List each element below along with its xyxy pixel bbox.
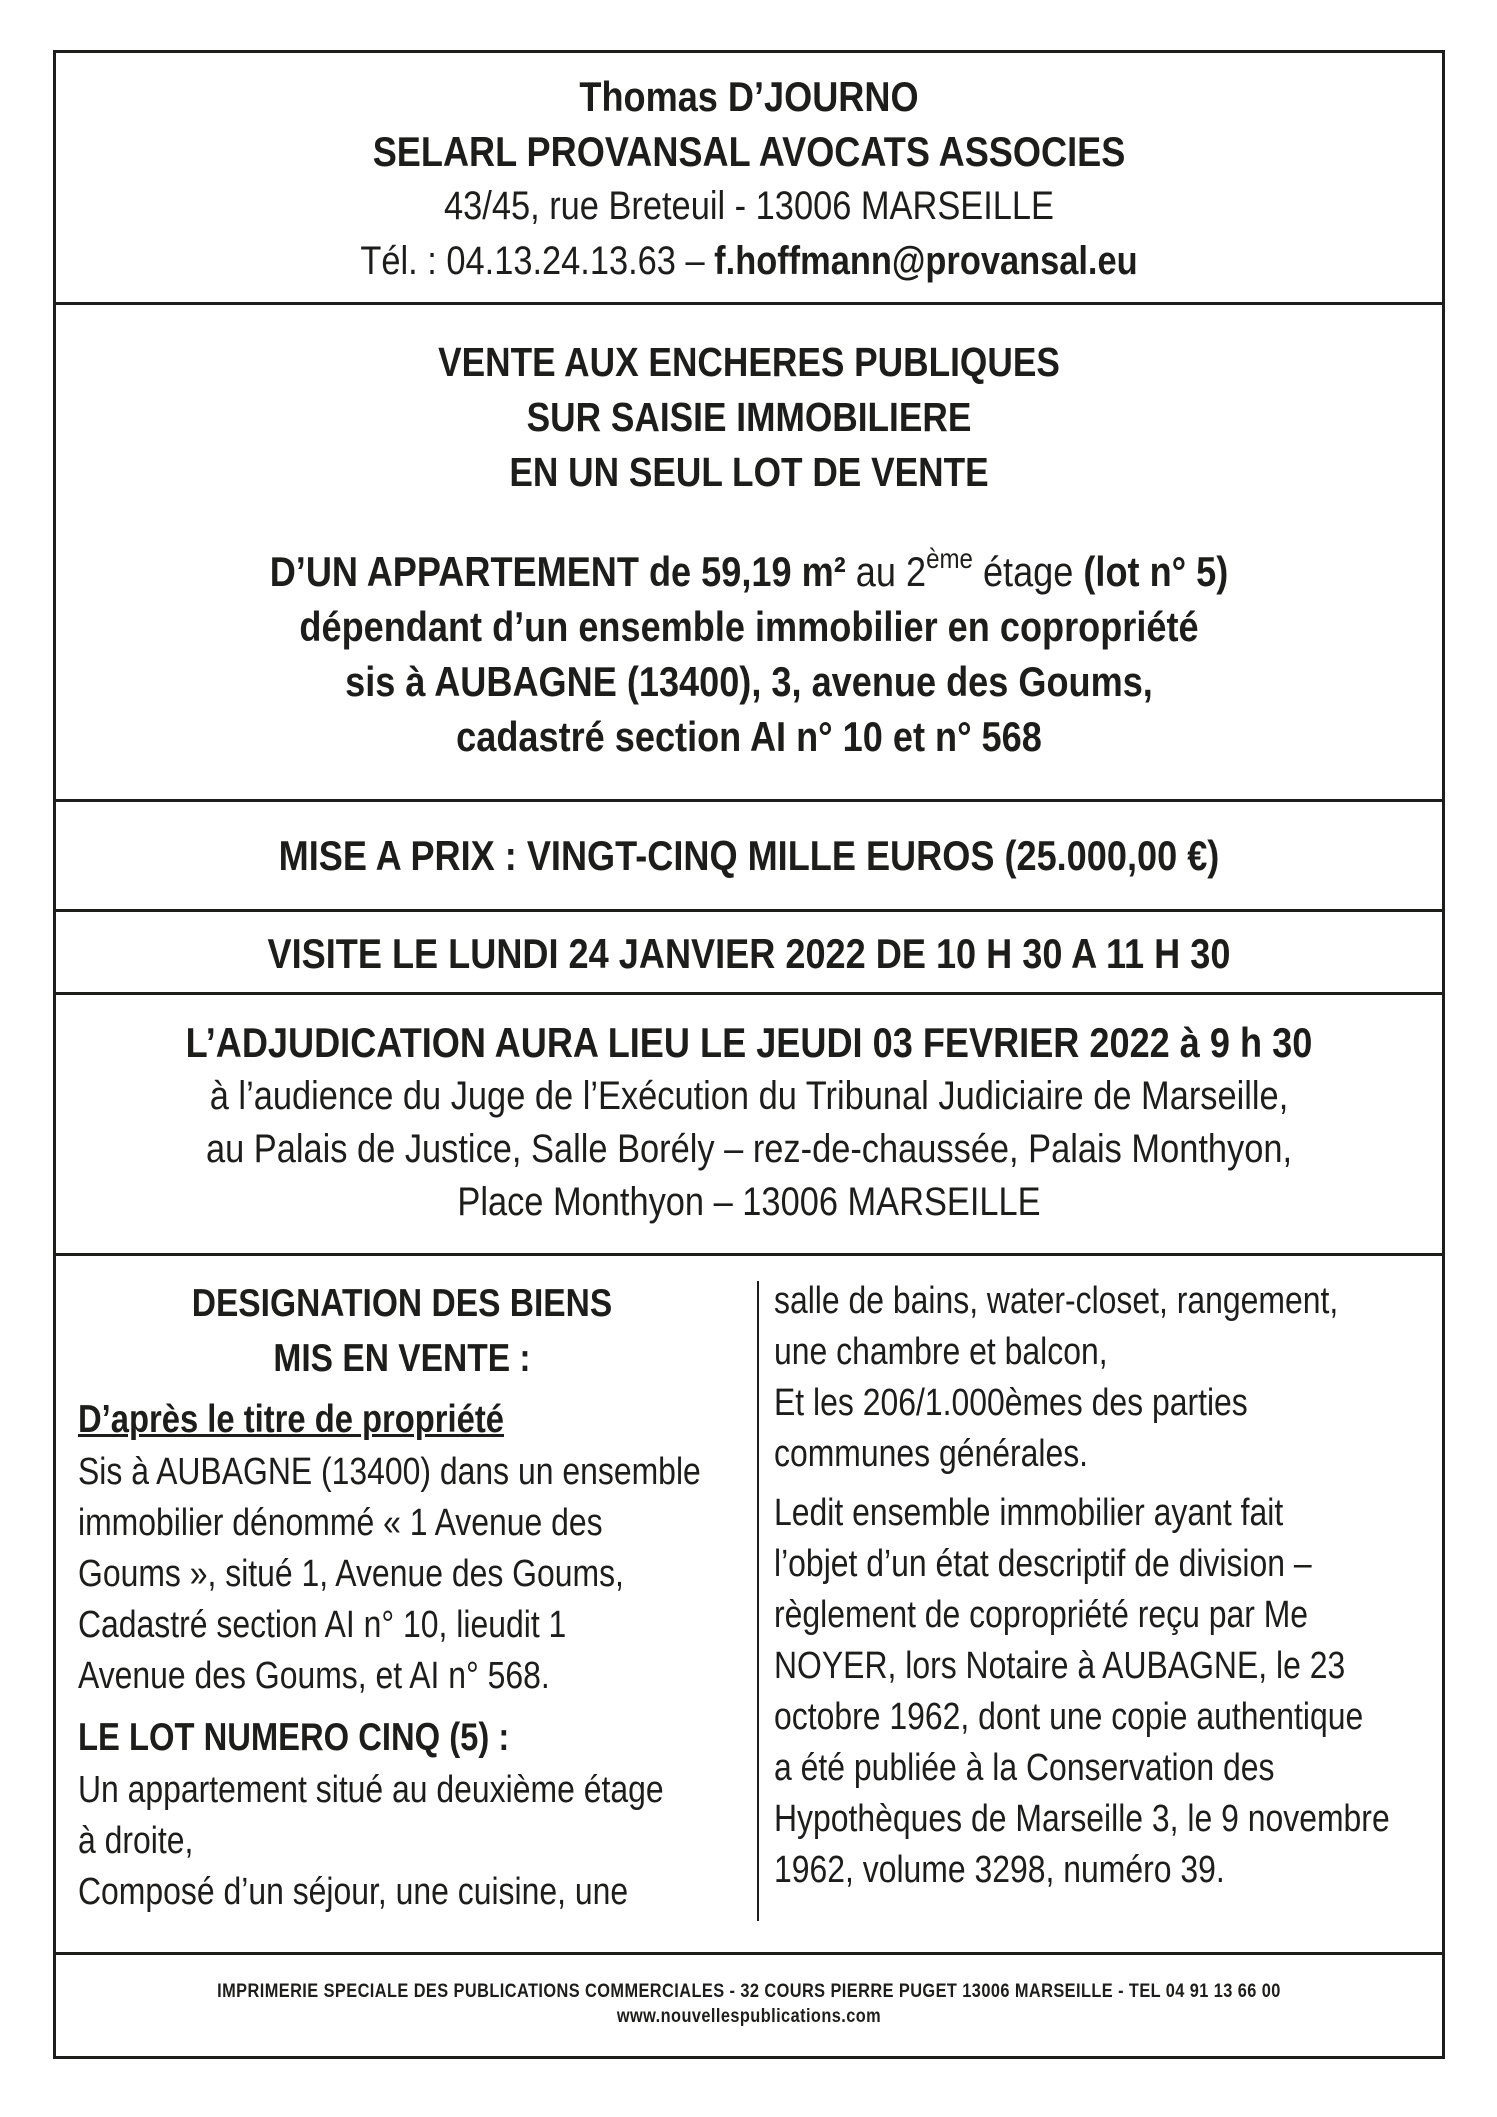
firm-address: 43/45, rue Breteuil - 13006 MARSEILLE (443, 184, 1054, 228)
division-line: Ledit ensemble immobilier ayant fait (774, 1492, 1284, 1534)
composition-line: communes générales. (774, 1433, 1089, 1475)
visit-info (53, 909, 1445, 995)
adjudication-line-1: à l’audience du Juge de l’Exécution du Tribunal Judiciaire de Marseille, (209, 1074, 1289, 1118)
visit-text: VISITE LE LUNDI 24 JANVIER 2022 DE 10 H 30 A 11 H 30 (267, 930, 1231, 977)
adjudication-title: L’ADJUDICATION AURA LIEU LE JEUDI 03 FEVRIER 2022 à 9 h 30 (185, 1019, 1313, 1066)
division-line: octobre 1962, dont une copie authentique (774, 1696, 1364, 1738)
title-para-line: Goums », situé 1, Avenue des Goums, (78, 1553, 624, 1595)
lot-para-line: à droite, (78, 1820, 194, 1862)
printer-footer (53, 1952, 1445, 2059)
title-deed-subheading: D’après le titre de propriété (78, 1398, 505, 1441)
left-column (78, 1276, 726, 1918)
title-para-line: Avenue des Goums, et AI n° 568. (78, 1655, 550, 1697)
right-column (774, 1276, 1424, 1896)
designation-heading-2: MIS EN VENTE : (273, 1337, 531, 1380)
composition-line: salle de bains, water-closet, rangement, (774, 1280, 1339, 1322)
starting-price (53, 799, 1445, 912)
column-divider (757, 1281, 759, 1921)
composition-line: Et les 206/1.000èmes des parties (774, 1382, 1248, 1424)
sale-heading-2: SUR SAISIE IMMOBILIERE (526, 394, 972, 440)
sale-heading-1: VENTE AUX ENCHERES PUBLIQUES (438, 339, 1060, 385)
printer-address: IMPRIMERIE SPECIALE DES PUBLICATIONS COMMERCIALES - 32 COURS PIERRE PUGET 13006 MARSEILLE - TEL 04 91 13 66 00 (217, 1981, 1281, 2002)
property-line-1: D’UN APPARTEMENT de 59,19 m² au 2ème étage (lot n° 5) (269, 543, 1229, 595)
printer-website[interactable]: www.nouvellespublications.com (616, 2006, 882, 2027)
division-line: Hypothèques de Marseille 3, le 9 novembre (774, 1798, 1390, 1840)
sale-heading-3: EN UN SEUL LOT DE VENTE (509, 449, 989, 495)
division-line: a été publiée à la Conservation des (774, 1747, 1275, 1789)
lot-heading: LE LOT NUMERO CINQ (5) : (78, 1716, 510, 1759)
starting-price-text: MISE A PRIX : VINGT-CINQ MILLE EUROS (25.000,00 €) (278, 832, 1220, 879)
email-link[interactable]: f.hoffmann@provansal.eu (714, 239, 1138, 283)
lawyer-name: Thomas D’JOURNO (579, 73, 919, 120)
composition-line: une chambre et balcon, (774, 1331, 1108, 1373)
contact-line (153, 234, 1345, 289)
property-line-2: dépendant d’un ensemble immobilier en copropriété (299, 603, 1199, 650)
sale-description (53, 302, 1445, 802)
division-line: l’objet d’un état descriptif de division – (774, 1543, 1312, 1585)
title-para-line: Sis à AUBAGNE (13400) dans un ensemble (78, 1451, 701, 1493)
property-line-4: cadastré section AI n° 10 et n° 568 (456, 713, 1042, 760)
title-para-line: Cadastré section AI n° 10, lieudit 1 (78, 1604, 567, 1646)
designation-heading-1: DESIGNATION DES BIENS (191, 1282, 613, 1325)
division-line: règlement de copropriété reçu par Me (774, 1594, 1309, 1636)
division-line: 1962, volume 3298, numéro 39. (774, 1849, 1225, 1891)
lawyer-header (53, 50, 1445, 305)
firm-name: SELARL PROVANSAL AVOCATS ASSOCIES (372, 128, 1126, 175)
title-para-line: immobilier dénommé « 1 Avenue des (78, 1502, 603, 1544)
property-line-3: sis à AUBAGNE (13400), 3, avenue des Goums, (345, 658, 1153, 705)
adjudication-info (53, 992, 1445, 1256)
adjudication-line-3: Place Monthyon – 13006 MARSEILLE (457, 1180, 1041, 1224)
lot-para-line: Composé d’un séjour, une cuisine, une (78, 1871, 629, 1913)
lot-para-line: Un appartement situé au deuxième étage (78, 1769, 664, 1811)
adjudication-line-2: au Palais de Justice, Salle Borély – rez-de-chaussée, Palais Monthyon, (205, 1127, 1293, 1171)
division-line: NOYER, lors Notaire à AUBAGNE, le 23 (774, 1645, 1346, 1687)
telephone: Tél. : 04.13.24.13.63 – (360, 239, 705, 283)
